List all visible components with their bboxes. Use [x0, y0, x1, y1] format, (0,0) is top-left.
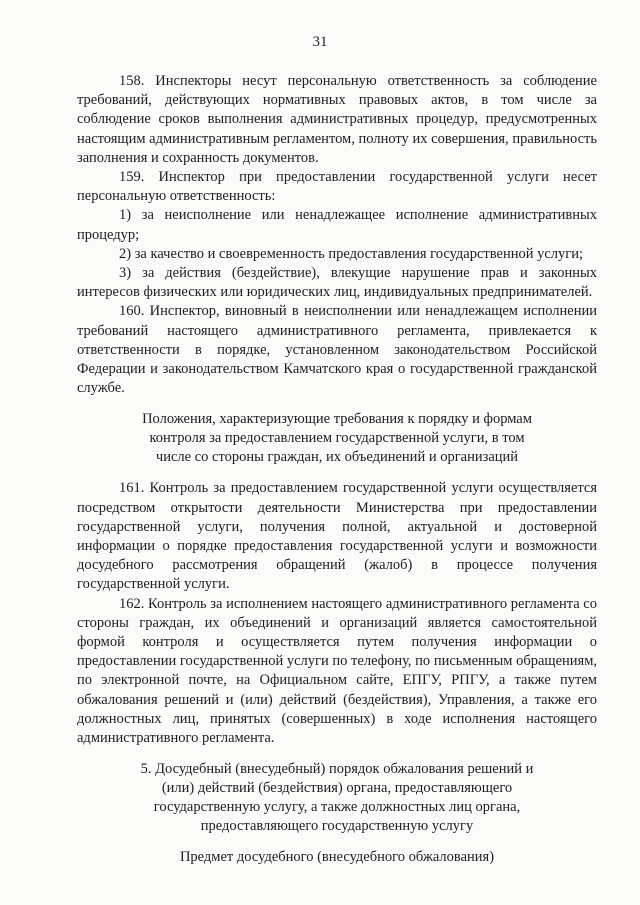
heading-line: предоставляющего государственную услугу [200, 818, 474, 835]
section-heading-control [77, 410, 597, 467]
list-item-159-2: 2) за качество и своевременность предоставления государственной услуги; [119, 245, 584, 262]
page-body [77, 72, 597, 879]
heading-line: числе со стороны граждан, их объединений и организаций [155, 449, 519, 466]
heading-line: Положения, характеризующие требования к порядку и формам [142, 411, 532, 428]
paragraph-160: 160. Инспектор, виновный в неисполнении или ненадлежащем исполнении требований настоящего административного регламента, привлекается к ответственности в порядке, установленном законодательством Российской Федерации и законодательством Камчатского края о государственной гражданской службе. [77, 303, 597, 397]
list-item-159-3: 3) за действия (бездействие), влекущие нарушение прав и законных интересов физических или юридических лиц, индивидуальных предпринимателей. [77, 265, 597, 301]
paragraph-162: 162. Контроль за исполнением настоящего административного регламента со стороны граждан, их объединений и организаций является самостоятельной формой контроля и осуществляется путем получения информации о предоставлении государственной услуги по телефону, по письменным обращениям, по электронной почте, на Официальном сайте, ЕПГУ, РПГУ, а также путем обжалования решений и (или) действий (бездействия), Управления, а также его должностных лиц, принятых (совершенных) в ходе исполнения настоящего административного регламента. [77, 595, 597, 747]
paragraph-158: 158. Инспекторы несут персональную ответственность за соблюдение требований, действующих нормативных правовых актов, в том числе за соблюдение сроков выполнения административных процедур, предусмотренных настоящим административным регламентом, полноту их совершения, правильность заполнения и сохранность документов. [77, 73, 597, 166]
heading-line: (или) действий (бездействия) органа, предоставляющего [161, 780, 513, 797]
subsection-heading-subject: Предмет досудебного (внесудебного обжалования) [179, 849, 495, 866]
paragraph-159: 159. Инспектор при предоставлении государственной услуги несет персональную ответственность: [77, 169, 597, 205]
heading-line: государственную услугу, а также должностных лиц органа, [153, 799, 521, 816]
list-item-159-1: 1) за неисполнение или ненадлежащее исполнение административных процедур; [77, 207, 597, 243]
paragraph-161: 161. Контроль за предоставлением государственной услуги осуществляется посредством открытости деятельности Министерства при предоставлении государственной услуги, получения полной, актуальной и достоверной информации о порядке предоставления государственной услуги и возможности досудебного рассмотрения обращений (жалоб) в процессе получения государственной услуги. [77, 480, 597, 593]
heading-line: 5. Досудебный (внесудебный) порядок обжалования решений и [140, 761, 534, 778]
page-number: 31 [312, 34, 328, 50]
heading-line: контроля за предоставлением государственной услуги, в том [149, 430, 525, 447]
section-5-heading [77, 760, 597, 836]
